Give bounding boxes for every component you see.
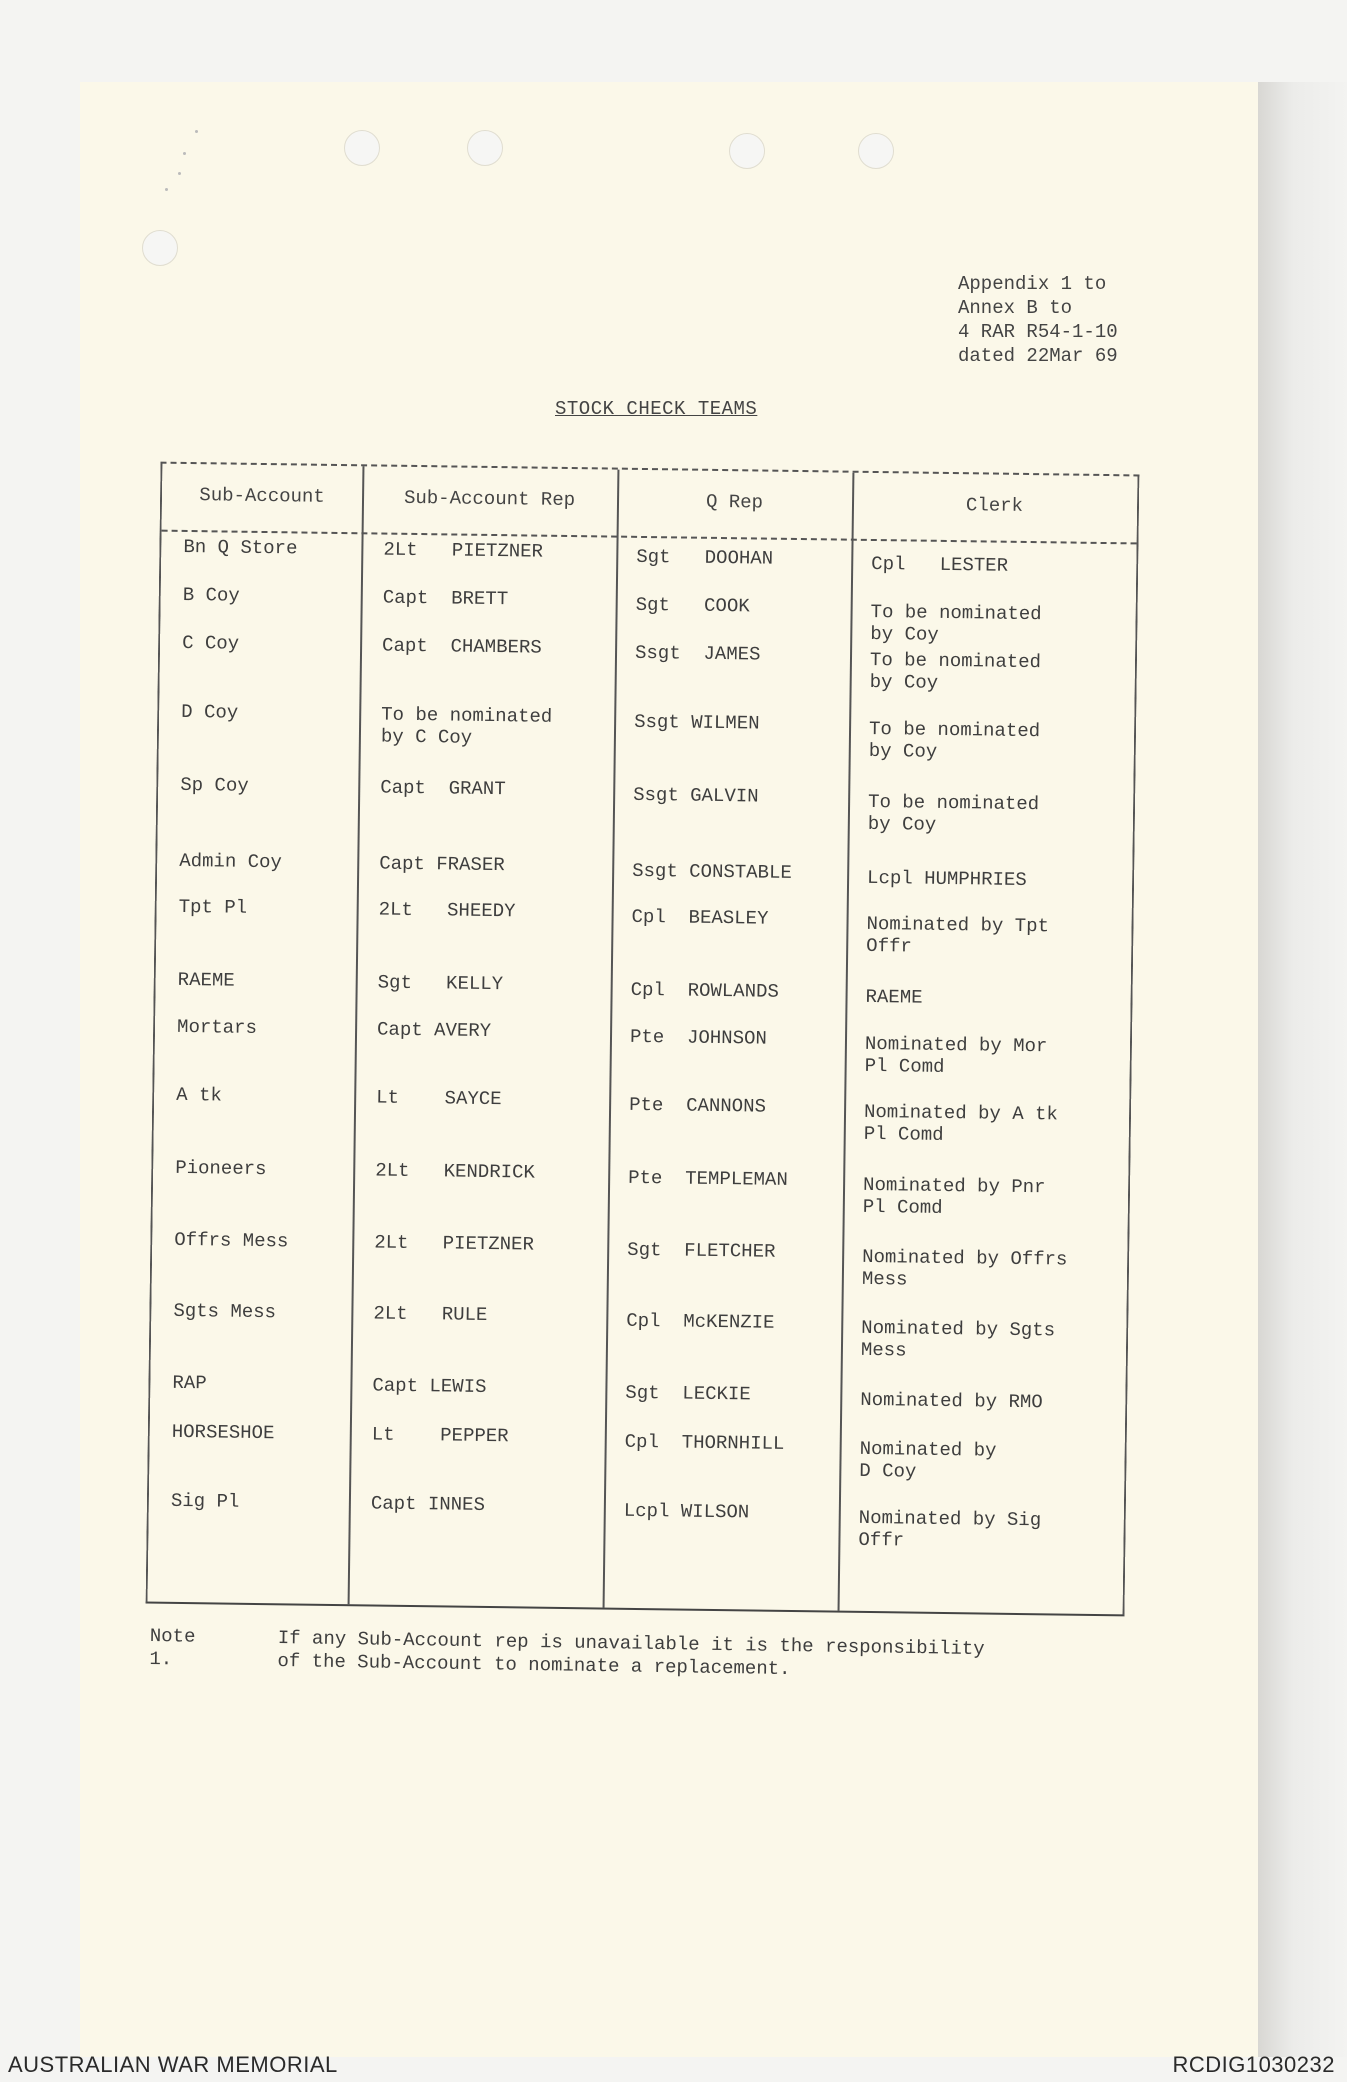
cell-q-rep: Ssgt CONSTABLE <box>632 859 792 884</box>
cell-q-rep: Pte JOHNSON <box>629 1025 767 1050</box>
cell-q-rep: Sgt LECKIE <box>625 1381 751 1406</box>
footer-id: RCDIG1030232 <box>1172 2052 1335 2077</box>
cell-q-rep: Lcpl WILSON <box>623 1499 750 1524</box>
cell-sub-account-rep: Sgt KELLY <box>377 971 504 996</box>
appendix-line: Appendix 1 to <box>958 273 1107 295</box>
cell-sub-account-rep: 2Lt PIETZNER <box>374 1231 535 1256</box>
header-sub-account-rep: Sub-Account Rep <box>403 486 576 512</box>
punch-hole <box>729 133 765 169</box>
cell-q-rep: Cpl ROWLANDS <box>630 978 780 1003</box>
cell-clerk: Lcpl HUMPHRIES <box>866 866 1027 892</box>
cell-sub-account: Pioneers <box>175 1156 267 1181</box>
punch-hole <box>858 133 894 169</box>
cell-sub-account: C Coy <box>182 631 240 655</box>
cell-sub-account-rep: Capt GRANT <box>380 776 506 801</box>
cell-clerk: Nominated by Mor Pl Comd <box>864 1032 1048 1078</box>
cell-sub-account-rep: Capt BRETT <box>382 586 509 611</box>
cell-sub-account: HORSESHOE <box>171 1420 275 1445</box>
appendix-line: dated 22Mar 69 <box>958 345 1118 367</box>
cell-sub-account: Tpt Pl <box>178 895 248 919</box>
cell-q-rep: Sgt FLETCHER <box>627 1238 776 1263</box>
page-edge-shadow <box>1258 82 1347 2057</box>
appendix-reference <box>958 272 1118 368</box>
header-q-rep: Q Rep <box>705 490 764 514</box>
punch-hole <box>142 230 178 266</box>
cell-sub-account: RAP <box>172 1371 207 1395</box>
cell-q-rep: Cpl BEASLEY <box>631 905 769 930</box>
cell-sub-account-rep: Capt LEWIS <box>372 1374 487 1398</box>
cell-clerk: RAEME <box>865 985 923 1009</box>
cell-q-rep: Sgt DOOHAN <box>636 545 774 570</box>
cell-sub-account: Bn Q Store <box>183 535 298 560</box>
stock-check-table <box>146 462 1140 1617</box>
appendix-line: Annex B to <box>958 297 1073 319</box>
note-label: Note 1. <box>149 1625 196 1671</box>
header-sub-account: Sub-Account <box>199 484 325 508</box>
footer-source: AUSTRALIAN WAR MEMORIAL <box>8 2052 338 2077</box>
cell-sub-account-rep: Capt FRASER <box>379 852 505 877</box>
cell-clerk: Nominated by Offrs Mess <box>861 1245 1068 1291</box>
cell-sub-account-rep: Lt SAYCE <box>376 1086 502 1111</box>
paper-speck <box>195 130 198 133</box>
appendix-line: 4 RAR R54-1-10 <box>958 321 1118 343</box>
cell-sub-account-rep: 2Lt SHEEDY <box>378 898 516 923</box>
paper-speck <box>165 188 168 191</box>
cell-sub-account: D Coy <box>181 700 239 724</box>
cell-sub-account: B Coy <box>182 583 240 607</box>
cell-q-rep: Cpl McKENZIE <box>626 1309 775 1334</box>
cell-sub-account: Mortars <box>176 1015 258 1039</box>
cell-sub-account-rep: To be nominated by C Coy <box>380 703 553 749</box>
cell-clerk: To be nominated by Coy <box>869 648 1042 694</box>
cell-clerk: Nominated by Tpt Offr <box>866 912 1050 958</box>
cell-clerk: To be nominated by Coy <box>867 790 1040 836</box>
cell-q-rep: Cpl THORNHILL <box>624 1430 785 1455</box>
punch-hole <box>467 130 503 166</box>
header-divider <box>162 530 1137 545</box>
paper-speck <box>178 172 181 175</box>
paper-speck <box>183 152 186 155</box>
cell-q-rep: Sgt COOK <box>635 593 750 618</box>
cell-clerk: Nominated by D Coy <box>859 1437 997 1483</box>
cell-sub-account: A tk <box>176 1083 222 1107</box>
cell-sub-account: Offrs Mess <box>174 1228 289 1253</box>
cell-sub-account: Sig Pl <box>170 1489 240 1513</box>
punch-hole <box>344 130 380 166</box>
cell-sub-account: Admin Coy <box>179 849 283 874</box>
cell-q-rep: Ssgt GALVIN <box>633 783 759 808</box>
column-divider <box>603 470 620 1608</box>
cell-sub-account: Sgts Mess <box>173 1299 277 1324</box>
cell-sub-account-rep: Lt PEPPER <box>371 1423 509 1448</box>
cell-q-rep: Ssgt WILMEN <box>634 710 760 735</box>
cell-clerk: To be nominated by Coy <box>868 717 1041 763</box>
cell-clerk: Nominated by Pnr Pl Comd <box>862 1173 1046 1219</box>
cell-clerk: Nominated by Sgts Mess <box>860 1316 1056 1362</box>
header-clerk: Clerk <box>965 494 1024 517</box>
cell-sub-account-rep: 2Lt RULE <box>373 1302 488 1326</box>
cell-clerk: To be nominated by Coy <box>870 600 1042 646</box>
cell-sub-account-rep: 2Lt PIETZNER <box>383 538 544 563</box>
cell-sub-account-rep: Capt AVERY <box>376 1018 492 1043</box>
cell-clerk: Nominated by Sig Offr <box>858 1506 1042 1552</box>
cell-sub-account: RAEME <box>177 968 235 992</box>
cell-sub-account-rep: Capt CHAMBERS <box>381 634 542 659</box>
cell-q-rep: Pte TEMPLEMAN <box>628 1166 788 1191</box>
cell-sub-account-rep: 2Lt KENDRICK <box>375 1159 536 1184</box>
cell-clerk: Nominated by RMO <box>860 1388 1043 1414</box>
column-divider <box>838 473 855 1611</box>
cell-sub-account: Sp Coy <box>180 773 249 797</box>
cell-q-rep: Pte CANNONS <box>628 1093 767 1118</box>
column-divider <box>348 466 365 1604</box>
cell-sub-account-rep: Capt INNES <box>370 1492 486 1516</box>
cell-clerk: Nominated by A tk Pl Comd <box>863 1100 1059 1146</box>
document-title: STOCK CHECK TEAMS <box>555 398 758 420</box>
note-text: If any Sub-Account rep is unavailable it is the responsibility of the Sub-Account to nominate a replacement. <box>277 1627 985 1681</box>
cell-clerk: Cpl LESTER <box>871 552 1009 577</box>
cell-q-rep: Ssgt JAMES <box>634 641 761 666</box>
